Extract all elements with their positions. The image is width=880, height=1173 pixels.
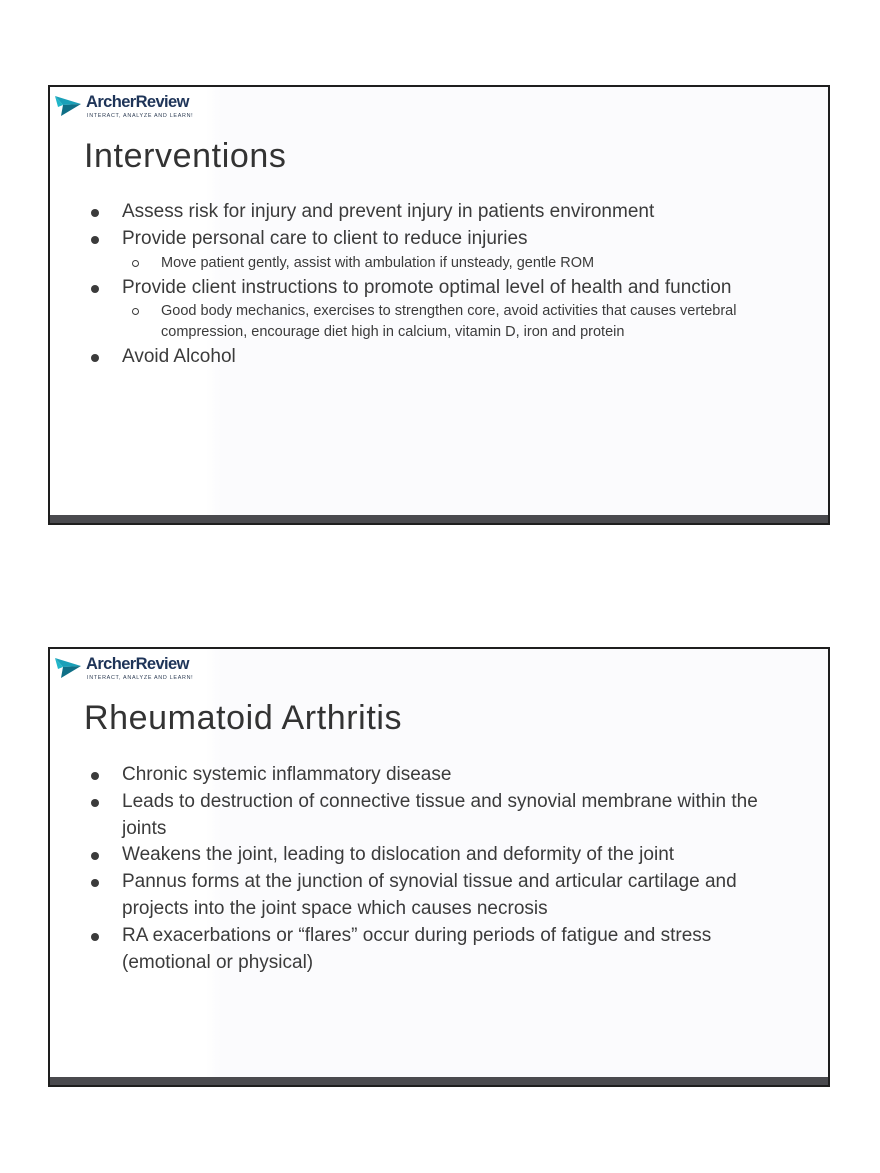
bullet-item: Assess risk for injury and prevent injury in patients environment (50, 199, 828, 226)
bullet-dot (91, 879, 99, 887)
logo-tagline: INTERACT, ANALYZE AND LEARN! (87, 675, 194, 681)
archer-review-logo (55, 654, 205, 682)
logo-wordmark: ArcherReview (86, 93, 189, 111)
slide-title: Rheumatoid Arthritis (84, 699, 403, 737)
sub-bullet-item: Move patient gently, assist with ambulation if unsteady, gentle ROM (50, 253, 828, 274)
bullet-dot (91, 799, 99, 807)
slide-footer-bar (50, 515, 828, 523)
archer-logo-icon (55, 654, 83, 680)
slide-footer-bar (50, 1077, 828, 1085)
bullet-item: Provide personal care to client to reduce injuries (50, 226, 828, 253)
slide-rheumatoid-arthritis (48, 647, 830, 1087)
sub-bullet-circle (132, 308, 139, 315)
bullet-dot (91, 285, 99, 293)
bullet-dot (91, 852, 99, 860)
logo-wordmark: ArcherReview (86, 655, 189, 673)
slide-title: Interventions (84, 137, 287, 175)
bullet-item: Leads to destruction of connective tissue and synovial membrane within the joints (50, 789, 828, 843)
slide-interventions (48, 85, 830, 525)
bullet-dot (91, 209, 99, 217)
bullet-item: Weakens the joint, leading to dislocation and deformity of the joint (50, 842, 828, 869)
bullet-list (50, 762, 828, 976)
bullet-list (50, 199, 828, 371)
bullet-item: Provide client instructions to promote optimal level of health and function (50, 275, 828, 302)
bullet-dot (91, 933, 99, 941)
bullet-dot (91, 236, 99, 244)
bullet-item: Avoid Alcohol (50, 344, 828, 371)
logo-tagline: INTERACT, ANALYZE AND LEARN! (87, 113, 194, 119)
sub-bullet-item: Good body mechanics, exercises to strengthen core, avoid activities that causes vertebral compression, encourage diet high in calcium, vitamin D, iron and protein (50, 301, 828, 343)
archer-review-logo (55, 92, 205, 120)
bullet-item: Pannus forms at the junction of synovial tissue and articular cartilage and projects into the joint space which causes necrosis (50, 869, 828, 923)
bullet-item: Chronic systemic inflammatory disease (50, 762, 828, 789)
archer-logo-icon (55, 92, 83, 118)
bullet-dot (91, 772, 99, 780)
sub-bullet-circle (132, 260, 139, 267)
bullet-dot (91, 354, 99, 362)
bullet-item: RA exacerbations or “flares” occur during periods of fatigue and stress (emotional or physical) (50, 923, 828, 977)
